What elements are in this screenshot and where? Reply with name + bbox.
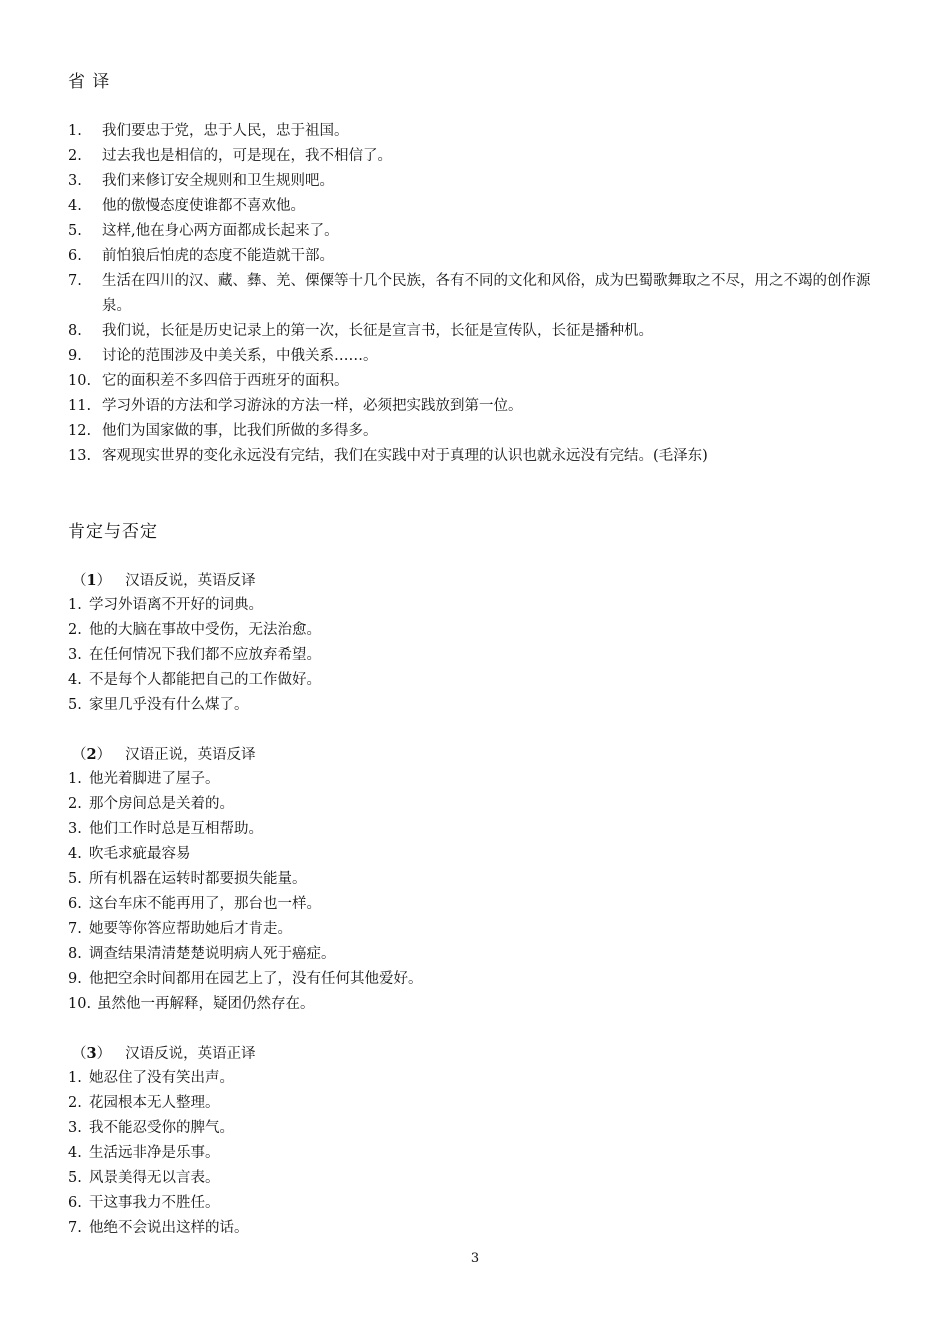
list-item: 9. 讨论的范围涉及中美关系，中俄关系……。 xyxy=(68,348,378,364)
list-item: 7. 生活在四川的汉、藏、彝、羌、傈僳等十几个民族，各有不同的文化和风俗，成为巴蜀歌舞取之不尽，用之不竭的创作源泉。 xyxy=(68,273,871,314)
list-item: 4. 他的傲慢态度使谁都不喜欢他。 xyxy=(68,198,305,214)
list-item: 6. 干这事我力不胜任。 xyxy=(68,1195,220,1211)
group-1-list xyxy=(68,593,888,718)
section-title-omission: 省 译 xyxy=(68,72,111,92)
group-heading: （1） 汉语反说，英语反译 xyxy=(72,572,256,589)
list-item: 10. 虽然他一再解释，疑团仍然存在。 xyxy=(68,996,315,1012)
list-item: 7. 他绝不会说出这样的话。 xyxy=(68,1220,249,1236)
omission-list xyxy=(68,119,888,469)
list-item: 3. 在任何情况下我们都不应放弃希望。 xyxy=(68,647,321,663)
list-item: 4. 吹毛求疵最容易 xyxy=(68,846,191,862)
list-item: 2. 那个房间总是关着的。 xyxy=(68,796,234,812)
group-2-list xyxy=(68,767,888,1017)
page-number: 3 xyxy=(470,1251,480,1266)
list-item: 3. 他们工作时总是互相帮助。 xyxy=(68,821,263,837)
list-item: 8. 调查结果清清楚楚说明病人死于癌症。 xyxy=(68,946,336,962)
list-item: 1. 学习外语离不开好的词典。 xyxy=(68,597,263,613)
list-item: 7. 她要等你答应帮助她后才肯走。 xyxy=(68,921,292,937)
list-item: 5. 这样,他在身心两方面都成长起来了。 xyxy=(68,223,339,239)
list-item: 6. 这台车床不能再用了，那台也一样。 xyxy=(68,896,321,912)
list-item: 10. 它的面积差不多四倍于西班牙的面积。 xyxy=(68,373,349,389)
group-heading: （3） 汉语反说，英语正译 xyxy=(72,1045,256,1062)
list-item: 12. 他们为国家做的事，比我们所做的多得多。 xyxy=(68,423,378,439)
list-item: 5. 家里几乎没有什么煤了。 xyxy=(68,697,249,713)
group-heading: （2） 汉语正说，英语反译 xyxy=(72,746,256,763)
list-item: 13. 客观现实世界的变化永远没有完结，我们在实践中对于真理的认识也就永远没有完结。(毛泽东) xyxy=(68,448,708,464)
list-item: 9. 他把空余时间都用在园艺上了，没有任何其他爱好。 xyxy=(68,971,423,987)
list-item: 2. 花园根本无人整理。 xyxy=(68,1095,220,1111)
list-item: 1. 他光着脚进了屋子。 xyxy=(68,771,220,787)
list-item: 2. 过去我也是相信的，可是现在，我不相信了。 xyxy=(68,148,392,164)
list-item: 8. 我们说，长征是历史记录上的第一次，长征是宣言书，长征是宣传队，长征是播种机。 xyxy=(68,323,653,339)
list-item: 1. 我们要忠于党，忠于人民，忠于祖国。 xyxy=(68,123,349,139)
list-item: 4. 生活远非净是乐事。 xyxy=(68,1145,220,1161)
list-item: 11. 学习外语的方法和学习游泳的方法一样，必须把实践放到第一位。 xyxy=(68,398,523,414)
list-item: 5. 风景美得无以言表。 xyxy=(68,1170,220,1186)
list-item: 3. 我不能忍受你的脾气。 xyxy=(68,1120,234,1136)
list-item: 4. 不是每个人都能把自己的工作做好。 xyxy=(68,672,321,688)
list-item: 6. 前怕狼后怕虎的态度不能造就干部。 xyxy=(68,248,334,264)
list-item: 3. 我们来修订安全规则和卫生规则吧。 xyxy=(68,173,334,189)
list-item: 5. 所有机器在运转时都要损失能量。 xyxy=(68,871,307,887)
list-item: 2. 他的大脑在事故中受伤，无法治愈。 xyxy=(68,622,321,638)
list-item: 1. 她忍住了没有笑出声。 xyxy=(68,1070,234,1086)
group-3-list xyxy=(68,1066,888,1241)
section-title-affirmation-negation: 肯定与否定 xyxy=(68,522,158,542)
